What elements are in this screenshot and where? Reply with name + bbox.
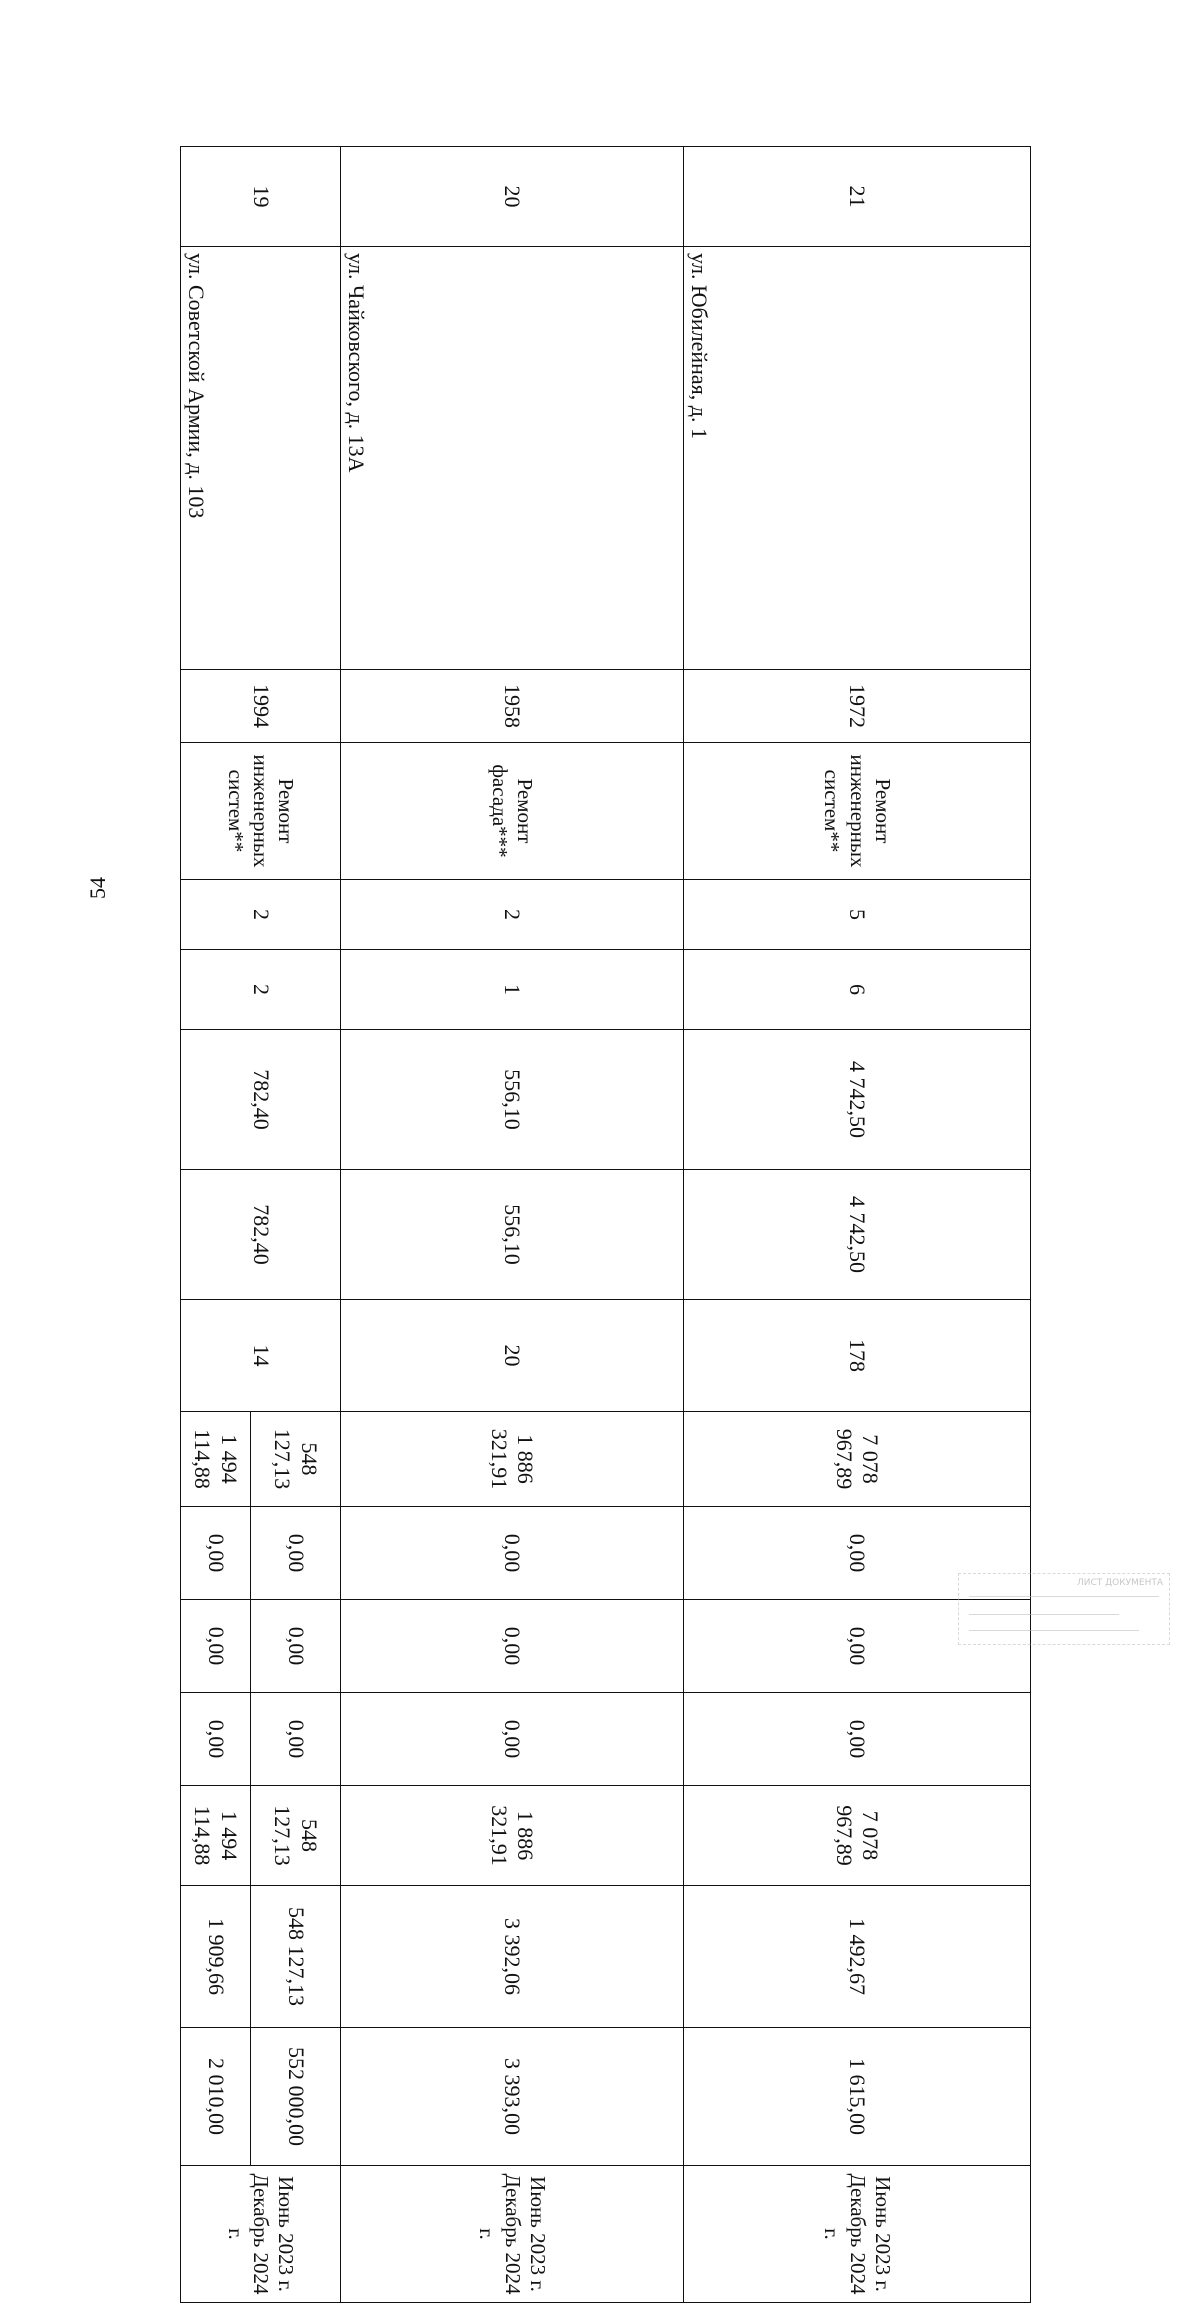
table-row [251,147,341,2303]
value-cell: 3 392,06 [341,1886,684,2028]
value-cell: 2 010,00 [181,2028,251,2166]
row-number: 19 [181,147,341,247]
value-cell: 548 127,13 [251,1786,341,1886]
value-cell: 1 886 321,91 [341,1412,684,1507]
stamp-text: ЛИСТ ДОКУМЕНТА [1076,1578,1163,1588]
year-cell: 1958 [341,670,684,743]
value-cell: 1 615,00 [684,2028,1031,2166]
value-cell: 1 492,67 [684,1886,1031,2028]
period-cell: Июнь 2023 г. Декабрь 2024 г. [684,2166,1031,2303]
value-cell: 1 494 114,88 [181,1412,251,1507]
work-type-cell: Ремонт фасада*** [341,743,684,880]
value-cell: 5 [684,880,1031,950]
value-cell: 2 [181,880,341,950]
table-row [684,147,1031,2303]
value-cell: 0,00 [341,1507,684,1600]
value-cell: 20 [341,1300,684,1412]
value-cell: 548 127,13 [251,1886,341,2028]
value-cell: 556,10 [341,1030,684,1170]
table-row [341,147,684,2303]
value-cell: 1 [341,950,684,1030]
period-cell: Июнь 2023 г. Декабрь 2024 г. [341,2166,684,2303]
value-cell: 14 [181,1300,341,1412]
value-cell: 782,40 [181,1170,341,1300]
value-cell: 178 [684,1300,1031,1412]
value-cell: 548 127,13 [251,1412,341,1507]
value-cell: 0,00 [341,1693,684,1786]
value-cell: 552 000,00 [251,2028,341,2166]
value-cell: 1 494 114,88 [181,1786,251,1886]
work-type-cell: Ремонт инженерных систем** [181,743,341,880]
address-cell: ул. Юбилейная, д. 1 [684,247,1031,670]
value-cell: 0,00 [181,1507,251,1600]
row-number: 21 [684,147,1031,247]
work-type-cell: Ремонт инженерных систем** [684,743,1031,880]
document-stamp [958,1573,1170,1645]
value-cell: 1 886 321,91 [341,1786,684,1886]
value-cell: 2 [341,880,684,950]
value-cell: 0,00 [251,1693,341,1786]
value-cell: 4 742,50 [684,1170,1031,1300]
value-cell: 0,00 [181,1693,251,1786]
value-cell: 6 [684,950,1031,1030]
row-number: 20 [341,147,684,247]
address-cell: ул. Советской Армии, д. 103 [181,247,341,670]
value-cell: 0,00 [341,1600,684,1693]
page-number: 54 [85,877,110,899]
value-cell: 3 393,00 [341,2028,684,2166]
value-cell: 0,00 [684,1693,1031,1786]
value-cell: 782,40 [181,1030,341,1170]
address-cell: ул. Чайковского, д. 13А [341,247,684,670]
value-cell: 2 [181,950,341,1030]
value-cell: 0,00 [684,1507,1031,1600]
value-cell: 7 078 967,89 [684,1786,1031,1886]
repair-schedule-table [180,146,1031,2303]
value-cell: 556,10 [341,1170,684,1300]
value-cell: 0,00 [684,1600,1031,1693]
value-cell: 4 742,50 [684,1030,1031,1170]
value-cell: 0,00 [251,1507,341,1600]
value-cell: 1 909,66 [181,1886,251,2028]
value-cell: 0,00 [181,1600,251,1693]
value-cell: 7 078 967,89 [684,1412,1031,1507]
period-cell: Июнь 2023 г. Декабрь 2024 г. [181,2166,341,2303]
value-cell: 0,00 [251,1600,341,1693]
year-cell: 1972 [684,670,1031,743]
year-cell: 1994 [181,670,341,743]
